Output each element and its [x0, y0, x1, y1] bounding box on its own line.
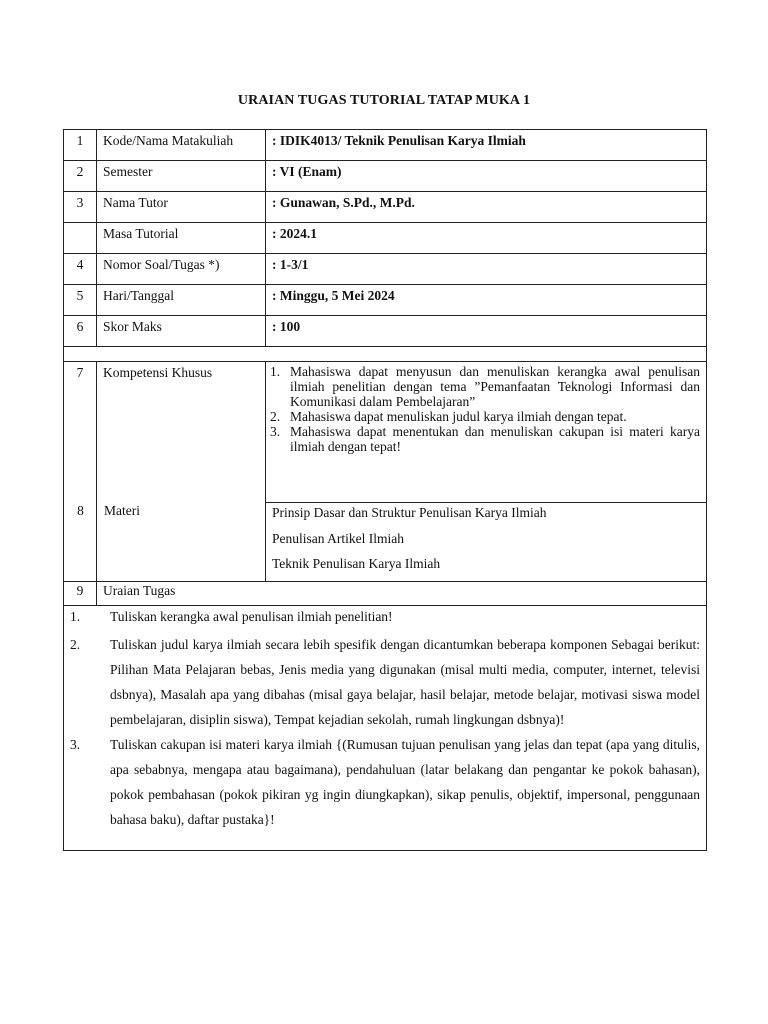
row-value: : Minggu, 5 Mei 2024: [272, 288, 395, 303]
materi-label: Materi: [104, 503, 140, 518]
row-value: : 1-3/1: [272, 257, 309, 272]
row-label: Nomor Soal/Tugas *): [103, 257, 220, 272]
uraian-tasks-row: [64, 606, 707, 851]
row-label: Nama Tutor: [103, 195, 168, 210]
assignment-table: [63, 129, 707, 851]
row-label: Skor Maks: [103, 319, 162, 334]
materi-item: Teknik Penulisan Karya Ilmiah: [272, 556, 441, 571]
row-label: Hari/Tanggal: [103, 288, 175, 303]
table-row: [64, 192, 707, 223]
kompetensi-label: Kompetensi Khusus: [103, 365, 213, 380]
row-value: : 100: [272, 319, 301, 334]
row-number: 8: [77, 503, 84, 518]
row-value: : Gunawan, S.Pd., M.Pd.: [272, 195, 415, 210]
row-number: 2: [76, 164, 84, 179]
row-value: : 2024.1: [272, 226, 317, 241]
materi-item: Penulisan Artikel Ilmiah: [272, 530, 404, 546]
spacer-row: [64, 347, 707, 362]
kompetensi-list: [270, 364, 700, 454]
table-row: [64, 161, 707, 192]
row-label: Masa Tutorial: [103, 226, 179, 241]
uraian-label: Uraian Tugas: [103, 583, 176, 598]
table-row: [64, 285, 707, 316]
materi-item: Prinsip Dasar dan Struktur Penulisan Karya Ilmiah: [272, 505, 547, 520]
task-item: 3. Tuliskan cakupan isi materi karya ilmiah {(Rumusan tujuan penulisan yang jelas dan tepat (apa yang ditulis, apa sebabnya, mengapa atau bagaimana), pendahuluan (latar belakang dan pengantar ke pokok bahasan), pokok pembahasan (pokok pikiran yg ingin diungkapkan), sikap penulis, objektif, impersonal, penggunaan bahasa baku), daftar pustaka}!: [70, 737, 700, 827]
document-title: URAIAN TUGAS TUTORIAL TATAP MUKA 1: [237, 93, 531, 108]
row-number: 6: [76, 319, 84, 334]
table-row: [64, 254, 707, 285]
task-item: 1. Tuliskan kerangka awal penulisan ilmiah penelitian!: [70, 609, 393, 624]
row-number: 7: [76, 365, 84, 380]
list-item: 3. Mahasiswa dapat menentukan dan menuliskan cakupan isi materi karya ilmiah dengan tepat!: [270, 424, 700, 454]
row-label: Semester: [103, 164, 153, 179]
uraian-header-row: [64, 582, 707, 606]
table-row: [64, 130, 707, 161]
row-number: 3: [76, 195, 84, 210]
row-number: [70, 223, 90, 226]
row-number: 4: [76, 257, 84, 272]
row-number: 5: [76, 288, 84, 303]
task-item: 2. Tuliskan judul karya ilmiah secara lebih spesifik dengan dicantumkan beberapa komponen Sebagai berikut: Pilihan Mata Pelajaran bebas, Jenis media yang digunakan (misal multi media, computer, internet, televisi dsbnya), Masalah apa yang dibahas (misal gaya belajar, hasil belajar, metode belajar, motivasi siswa model pembelajaran, disiplin siswa), Tempat kejadian sekolah, rumah lingkungan dsbnya)!: [70, 637, 700, 727]
row-number: 1: [76, 133, 84, 148]
row-value: : VI (Enam): [272, 164, 342, 179]
list-item: 2. Mahasiswa dapat menuliskan judul karya ilmiah dengan tepat.: [270, 409, 627, 424]
table-row: [64, 223, 707, 254]
row-number: 9: [76, 583, 84, 598]
table-row: [64, 316, 707, 347]
list-item: 1. Mahasiswa dapat menyusun dan menuliskan kerangka awal penulisan ilmiah penelitian dengan tema ”Pemanfaatan Teknologi Informasi dan Komunikasi dalam Pembelajaran”: [270, 364, 700, 409]
kompetensi-row: [64, 362, 707, 503]
row-label: Kode/Nama Matakuliah: [103, 133, 234, 148]
row-value: : IDIK4013/ Teknik Penulisan Karya Ilmiah: [272, 133, 526, 148]
